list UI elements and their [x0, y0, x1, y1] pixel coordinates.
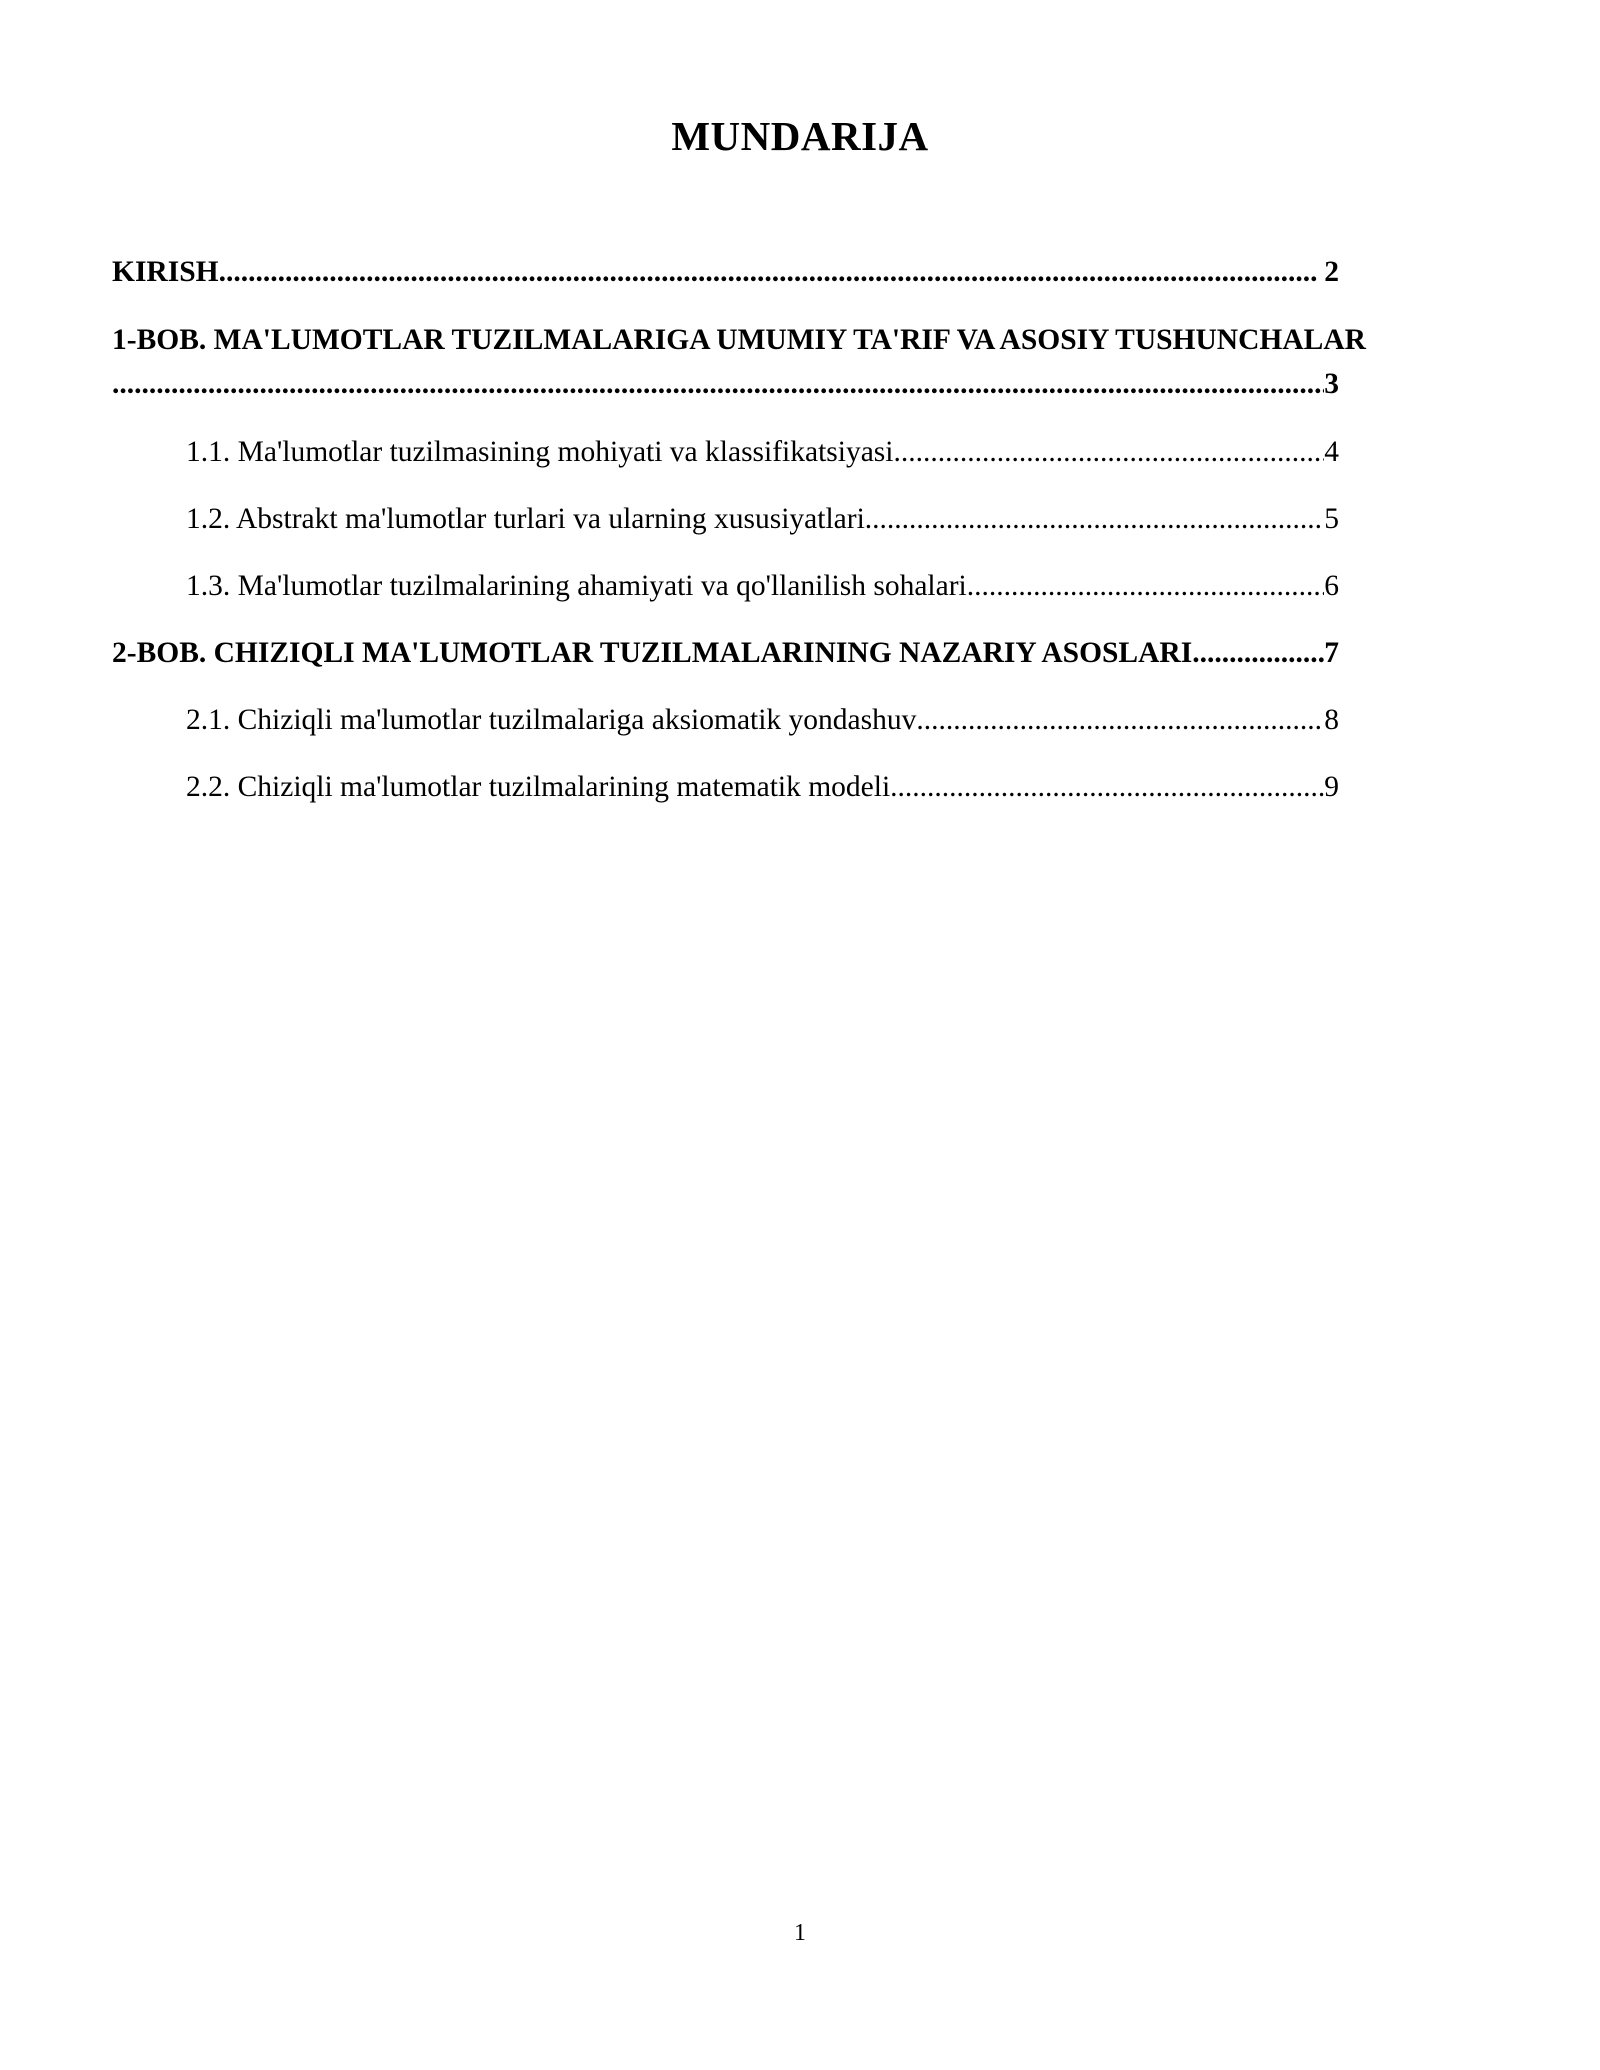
toc-page-number: 5 [1324, 503, 1339, 535]
toc-leader-dots [219, 250, 1317, 294]
toc-entry-bob2[interactable] [112, 631, 1352, 675]
toc-leader-dots [893, 430, 1324, 474]
page-number-footer: 1 [794, 1920, 806, 1946]
toc-entry-section-1-3[interactable] [112, 564, 1352, 608]
toc-entry-label: 1.2. Abstrakt ma'lumotlar turlari va ularning xususiyatlari [186, 503, 865, 535]
toc-leader-dots [916, 698, 1324, 742]
toc-page-number: 3 [1324, 368, 1339, 400]
toc-entry-label: 1.3. Ma'lumotlar tuzilmalarining ahamiyati va qo'llanilish sohalari [186, 570, 967, 602]
toc-leader-dots [865, 497, 1324, 541]
toc-leader-dots [1192, 631, 1324, 675]
toc-entry-label: 2-BOB. CHIZIQLI MA'LUMOTLAR TUZILMALARINING NAZARIY ASOSLARI [112, 637, 1193, 669]
toc-entry-section-2-1[interactable] [112, 698, 1352, 742]
page-title: MUNDARIJA [671, 113, 929, 159]
toc-entry-label: 2.1. Chiziqli ma'lumotlar tuzilmalariga aksiomatik yondashuv [186, 704, 917, 736]
toc-entry-label: 1-BOB. MA'LUMOTLAR TUZILMALARIGA UMUMIY TA'RIF VA ASOSIY TUSHUNCHALAR [112, 324, 1366, 356]
toc-entry-label: 2.2. Chiziqli ma'lumotlar tuzilmalarining matematik modeli [186, 771, 891, 803]
toc-entry-label: 1.1. Ma'lumotlar tuzilmasining mohiyati va klassifikatsiyasi [186, 436, 894, 468]
toc-page-number: 8 [1324, 704, 1339, 736]
toc-leader-dots [890, 765, 1324, 809]
table-of-contents [112, 250, 1366, 809]
toc-page-number: 2 [1324, 256, 1339, 288]
toc-page-number: 7 [1324, 637, 1339, 669]
toc-leader-dots [967, 564, 1325, 608]
toc-entry-bob1[interactable] [112, 318, 1366, 406]
toc-entry-section-1-1[interactable] [112, 430, 1352, 474]
toc-page-number: 9 [1324, 771, 1339, 803]
toc-entry-section-2-2[interactable] [112, 765, 1352, 809]
toc-entry-section-1-2[interactable] [112, 497, 1352, 541]
toc-leader-dots [112, 362, 1324, 406]
toc-entry-label: KIRISH [112, 256, 219, 288]
toc-page-number: 6 [1324, 570, 1339, 602]
toc-entry-kirish[interactable] [112, 250, 1352, 294]
toc-page-number: 4 [1324, 436, 1339, 468]
